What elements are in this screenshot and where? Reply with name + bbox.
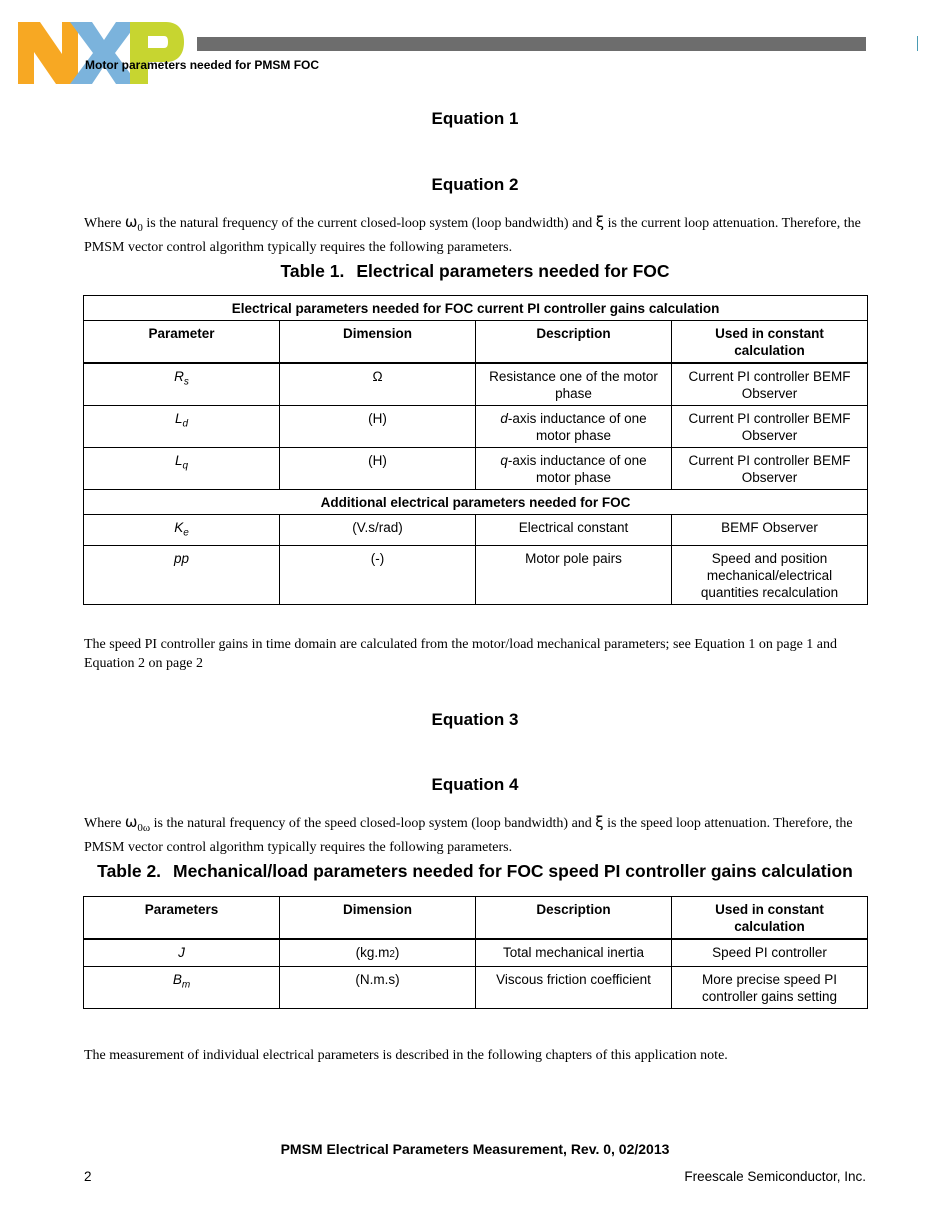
column-header: Parameter [84, 321, 280, 364]
paragraph-measurement: The measurement of individual electrical parameters is described in the following chapters of this application note. [84, 1048, 728, 1063]
column-header: Used in constant calculation [672, 321, 868, 364]
equation-4-label: Equation 4 [431, 775, 519, 794]
header-edge-mark [917, 36, 918, 51]
usage-cell: Speed and position mechanical/electrical quantities recalculation [672, 545, 868, 604]
dimension-cell: (-) [280, 545, 476, 604]
parameter-symbol: $R_s$ [84, 363, 280, 406]
description-cell: Total mechanical inertia [476, 939, 672, 967]
table-group-heading: Additional electrical parameters needed for FOC [84, 490, 868, 515]
table-2-caption: Table 2. Mechanical/load parameters needed for FOC speed PI controller gains calculation [97, 861, 853, 881]
column-header: Dimension [280, 897, 476, 940]
dimension-cell: (N.m.s) [280, 967, 476, 1009]
paragraph-current-loop: Where $\omega_0$ is the natural frequency of the current closed-loop system (loop bandwidth) and ξ is the current loop attenuation. Therefore, the PMSM vector control algorithm typically requires the following parameters. [84, 213, 861, 255]
page-number: 2 [84, 1169, 92, 1184]
table-row [84, 545, 868, 604]
running-title: Motor parameters needed for PMSM FOC [85, 58, 320, 72]
table-row [84, 406, 868, 448]
footer-document-title: PMSM Electrical Parameters Measurement, Rev. 0, 02/2013 [280, 1141, 670, 1157]
column-header: Description [476, 897, 672, 940]
usage-cell: More precise speed PI controller gains setting [672, 967, 868, 1009]
column-header: Used in constant calculation [672, 897, 868, 940]
table-electrical-parameters [83, 295, 868, 605]
usage-cell: Speed PI controller [672, 939, 868, 967]
description-cell: Motor pole pairs [476, 545, 672, 604]
description-cell: Electrical constant [476, 515, 672, 546]
parameter-symbol: $B_m$ [84, 967, 280, 1009]
description-cell: q-axis inductance of one motor phase [476, 448, 672, 490]
paragraph-speed-loop: Where $\omega_{0\omega}$ is the natural frequency of the speed closed-loop system (loop bandwidth) and ξ is the speed loop attenuation. Therefore, the PMSM vector control algorithm typically requires the following parameters. [84, 813, 853, 855]
table-row [84, 515, 868, 546]
column-header: Parameters [84, 897, 280, 940]
dimension-cell: Ω [280, 363, 476, 406]
column-header: Description [476, 321, 672, 364]
parameter-symbol: $L_q$ [84, 448, 280, 490]
table-row [84, 939, 868, 967]
parameter-symbol: $L_d$ [84, 406, 280, 448]
usage-cell: Current PI controller BEMF Observer [672, 363, 868, 406]
table-row [84, 967, 868, 1009]
parameter-symbol: J [84, 939, 280, 967]
table-row [84, 448, 868, 490]
dimension-cell: (V.s/rad) [280, 515, 476, 546]
dimension-cell: (H) [280, 448, 476, 490]
paragraph-speed-gains: The speed PI controller gains in time domain are calculated from the motor/load mechanical parameters; see Equation 1 on page 1 and Equation 2 on page 2 [84, 637, 838, 671]
table-group-heading: Electrical parameters needed for FOC current PI controller gains calculation [84, 296, 868, 321]
table-mechanical-parameters [83, 896, 868, 1009]
table-row [84, 363, 868, 406]
description-cell: Viscous friction coefficient [476, 967, 672, 1009]
usage-cell: Current PI controller BEMF Observer [672, 406, 868, 448]
equation-3-label: Equation 3 [431, 710, 519, 729]
usage-cell: Current PI controller BEMF Observer [672, 448, 868, 490]
dimension-cell: (H) [280, 406, 476, 448]
description-cell: Resistance one of the motor phase [476, 363, 672, 406]
parameter-symbol: pp [84, 545, 280, 604]
nxp-logo [18, 22, 184, 84]
footer-company: Freescale Semiconductor, Inc. [684, 1169, 866, 1184]
parameter-symbol: $K_e$ [84, 515, 280, 546]
header-bar [197, 37, 866, 51]
usage-cell: BEMF Observer [672, 515, 868, 546]
column-header: Dimension [280, 321, 476, 364]
equation-2-label: Equation 2 [431, 175, 519, 194]
table-1-caption: Table 1. Electrical parameters needed for FOC [280, 261, 670, 281]
description-cell: d-axis inductance of one motor phase [476, 406, 672, 448]
equation-1-label: Equation 1 [431, 109, 519, 128]
dimension-cell: (kg.m2) [280, 939, 476, 967]
